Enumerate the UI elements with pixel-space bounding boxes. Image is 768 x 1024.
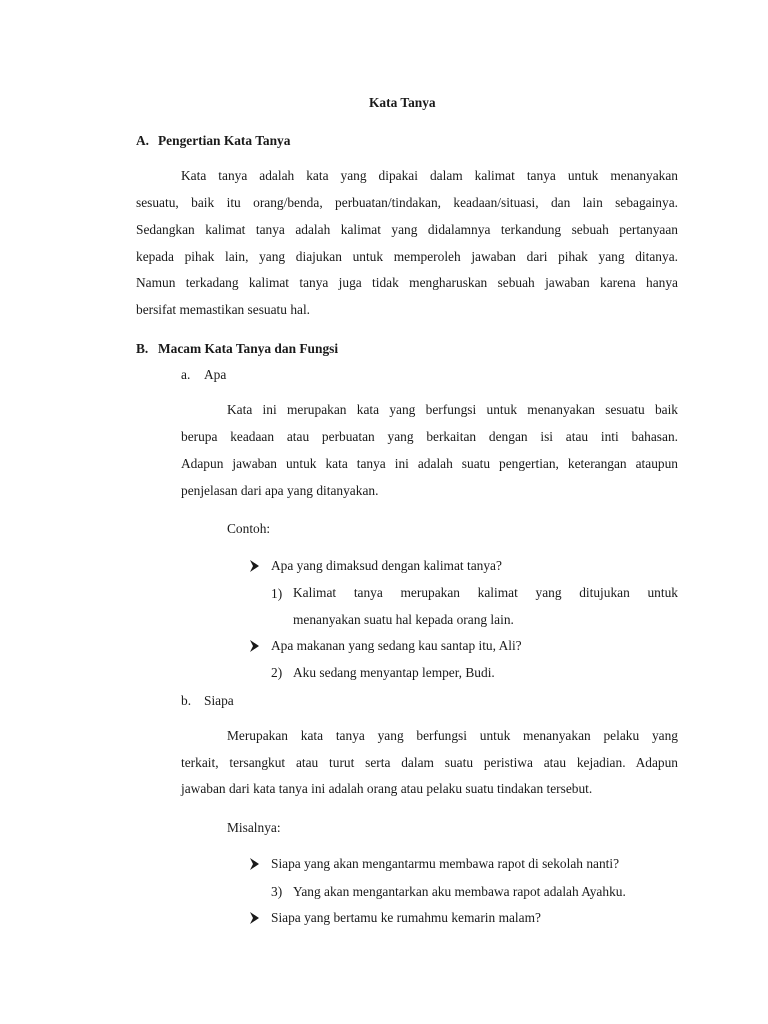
section-b-marker: B. [136,341,149,356]
paragraph-line: kepada pihak lain, yang diajukan untuk memperoleh jawaban dari pihak yang ditanya. [136,249,678,264]
paragraph-line: Kata tanya adalah kata yang dipakai dalam kalimat tanya untuk menanyakan [181,168,678,183]
paragraph-line: bersifat memastikan sesuatu hal. [136,302,311,317]
arrow-bullet-icon [250,640,259,652]
section-a-heading: Pengertian Kata Tanya [158,133,291,148]
page-title: Kata Tanya [369,95,436,110]
arrow-bullet-icon [250,560,259,572]
section-b-heading: Macam Kata Tanya dan Fungsi [158,341,339,356]
example-question: Apa makanan yang sedang kau santap itu, Ali? [271,638,522,653]
paragraph-line: Sedangkan kalimat tanya adalah kalimat yang didalamnya terkandung sebuah pertanyaan [136,222,678,237]
answer-line: Kalimat tanya merupakan kalimat yang ditujukan untuk [293,585,678,600]
example-question: Siapa yang akan mengantarmu membawa rapot di sekolah nanti? [271,856,620,871]
paragraph-line: Kata ini merupakan kata yang berfungsi untuk menanyakan sesuatu baik [227,402,678,417]
subsection-b-label: Siapa [204,693,234,708]
paragraph-line: terkait, tersangkut atau turut serta dalam suatu peristiwa atau kejadian. Adapun [181,755,678,770]
paragraph-line: penjelasan dari apa yang ditanyakan. [181,483,379,498]
answer-number: 1) [271,586,283,601]
answer-number: 3) [271,884,283,899]
paragraph-line: Merupakan kata tanya yang berfungsi untuk menanyakan pelaku yang [227,728,678,743]
subsection-b-marker: b. [181,693,192,708]
answer-number: 2) [271,665,283,680]
subsection-a-marker: a. [181,367,191,382]
arrow-bullet-icon [250,858,259,870]
example-question: Apa yang dimaksud dengan kalimat tanya? [271,558,502,573]
answer-line: menanyakan suatu hal kepada orang lain. [293,612,514,627]
paragraph-line: Namun terkadang kalimat tanya juga tidak mengharuskan sebuah jawaban karena hanya [136,275,678,290]
subsection-a-label: Apa [204,367,227,382]
example-label: Misalnya: [227,820,281,835]
answer-line: Aku sedang menyantap lemper, Budi. [293,665,495,680]
example-question: Siapa yang bertamu ke rumahmu kemarin malam? [271,910,541,925]
paragraph-line: jawaban dari kata tanya ini adalah orang atau pelaku suatu tindakan tersebut. [181,781,593,796]
arrow-bullet-icon [250,912,259,924]
section-a-marker: A. [136,133,150,148]
paragraph-line: Adapun jawaban untuk kata tanya ini adalah suatu pengertian, keterangan ataupun [181,456,678,471]
answer-line: Yang akan mengantarkan aku membawa rapot adalah Ayahku. [293,884,626,899]
example-label: Contoh: [227,521,271,536]
paragraph-line: sesuatu, baik itu orang/benda, perbuatan/tindakan, keadaan/situasi, dan lain sebagainya. [136,195,678,210]
paragraph-line: berupa keadaan atau perbuatan yang berkaitan dengan isi atau inti bahasan. [181,429,678,444]
